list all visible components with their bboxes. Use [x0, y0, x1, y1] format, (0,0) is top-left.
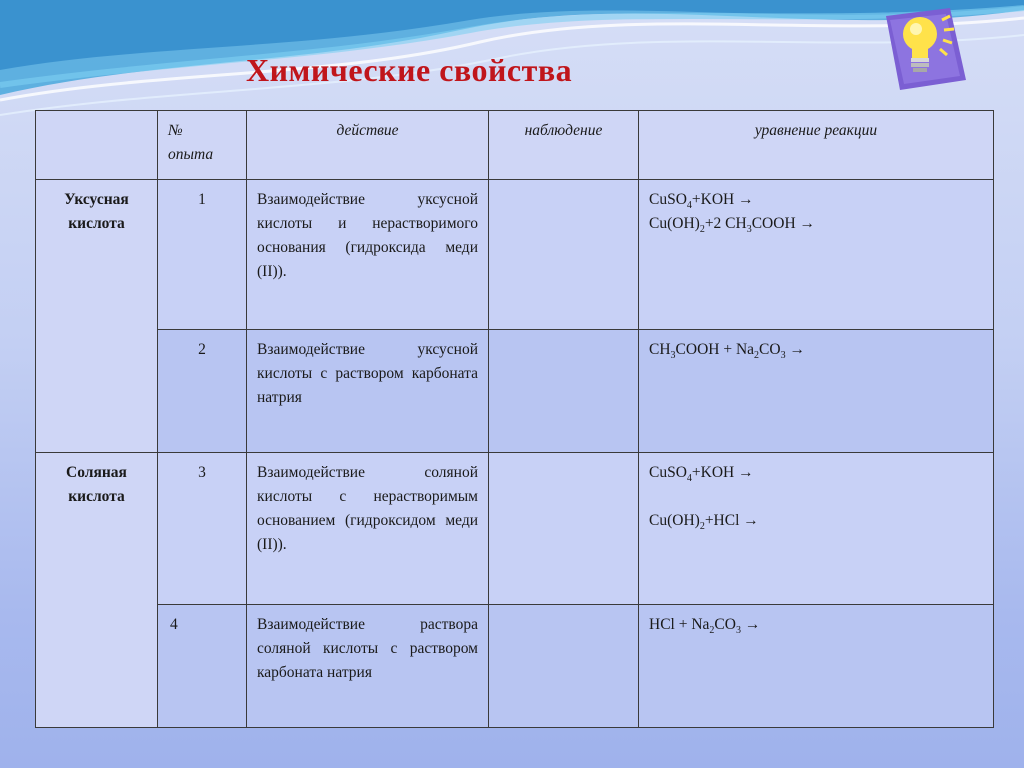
- experiment-number: 4: [158, 605, 247, 728]
- table-row: [36, 330, 994, 453]
- equation-line: CuSO$_4$+KOH →: [649, 464, 754, 484]
- table-row: [36, 180, 994, 330]
- experiment-action: Взаимодействие уксусной кислоты и нерастворимого основания (гидроксида меди (II)).: [247, 180, 489, 330]
- equation-line: $Cu(OH)_2+2$ $CH_3COOH$ →: [649, 215, 816, 235]
- equation-line: $Cu(OH)_2+HCl$ →: [649, 512, 759, 532]
- acid-name-line2: кислота: [68, 215, 125, 232]
- header-action: действие: [247, 111, 489, 180]
- equation-cell: [639, 453, 994, 605]
- table-row: [36, 605, 994, 728]
- header-num-label: опыта: [168, 146, 214, 163]
- header-equation: уравнение реакции: [639, 111, 994, 180]
- experiment-number: 3: [158, 453, 247, 605]
- experiment-number: 2: [158, 330, 247, 453]
- equation-spacer: [649, 485, 983, 509]
- equation-line: $CH_3COOH + Na_2CO_3$ →: [649, 341, 805, 361]
- header-experiment-number: [158, 111, 247, 180]
- equation-cell: [639, 330, 994, 453]
- acid-name-line2: кислота: [68, 488, 125, 505]
- header-observation: наблюдение: [489, 111, 639, 180]
- lightbulb-icon: [880, 2, 972, 94]
- acid-name-cell: [36, 453, 158, 728]
- table-row: [36, 453, 994, 605]
- experiment-action: Взаимодействие раствора соляной кислоты с раствором карбоната натрия: [247, 605, 489, 728]
- observation-cell[interactable]: [489, 453, 639, 605]
- experiment-action: Взаимодействие уксусной кислоты с раствором карбоната натрия: [247, 330, 489, 453]
- acid-name-cell: [36, 180, 158, 453]
- header-num-sign: №: [168, 122, 183, 139]
- slide-title: Химические свойства: [246, 52, 573, 88]
- reactions-table: [35, 110, 994, 728]
- equation-cell: [639, 605, 994, 728]
- equation-line: HCl + $Na_2CO_3$ →: [649, 616, 761, 636]
- table-header-row: [36, 111, 994, 180]
- experiment-number: 1: [158, 180, 247, 330]
- observation-cell[interactable]: [489, 605, 639, 728]
- equation-cell: [639, 180, 994, 330]
- observation-cell[interactable]: [489, 180, 639, 330]
- experiment-action: Взаимодействие соляной кислоты с нерастворимым основанием (гидроксидом меди (II)).: [247, 453, 489, 605]
- acid-name-line1: Уксусная: [64, 191, 129, 208]
- equation-line: CuSO$_4$+KOH →: [649, 191, 754, 211]
- header-empty-cell: [36, 111, 158, 180]
- observation-cell[interactable]: [489, 330, 639, 453]
- acid-name-line1: Соляная: [66, 464, 127, 481]
